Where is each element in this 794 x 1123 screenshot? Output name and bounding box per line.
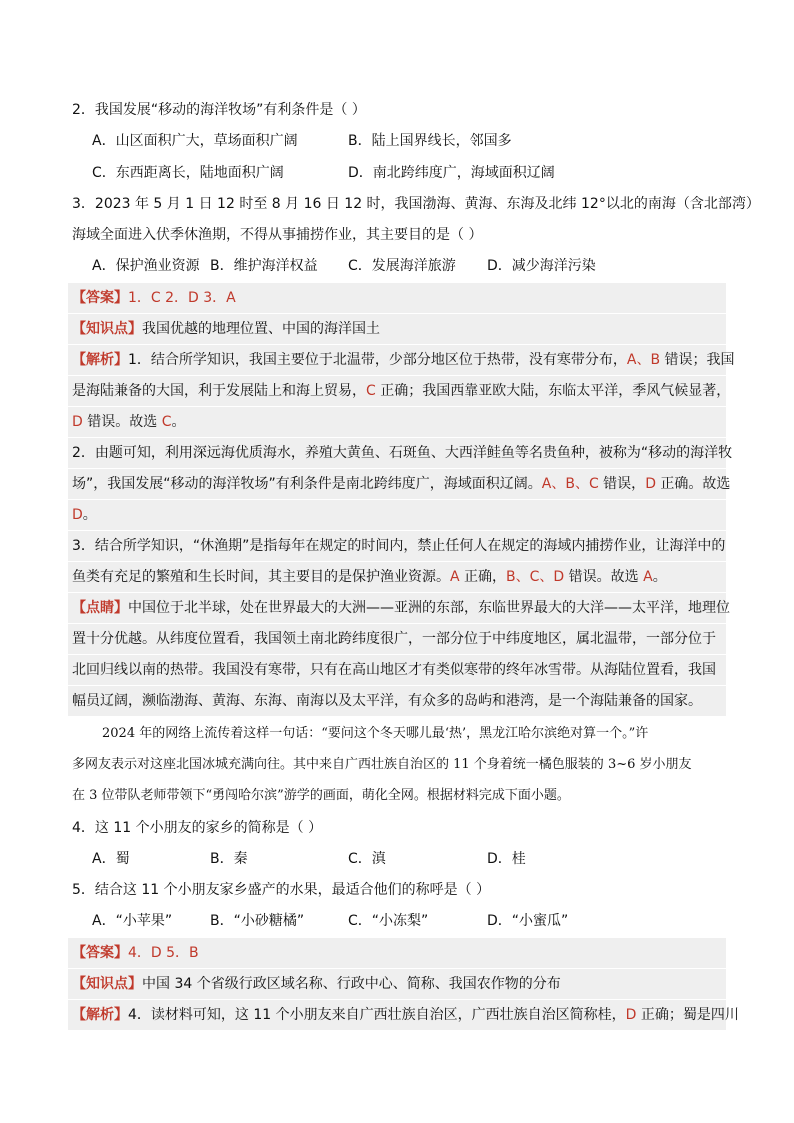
q2-option-d: D．南北跨纬度广，海域面积辽阔 — [348, 165, 555, 181]
analysis-1-line3: D 错误。故选 C。 — [72, 414, 186, 430]
q4-option-a: A．蜀 — [92, 851, 130, 867]
knowledge-row-1 — [72, 314, 380, 344]
knowledge-tag: 【知识点】 — [72, 321, 142, 337]
q2-stem: 2．我国发展“移动的海洋牧场”有利条件是（ ） — [72, 102, 366, 118]
analysis-3-line1: 3．结合所学知识，“休渔期”是指每年在规定的时间内，禁止任何人在规定的海域内捕捞作业，让海洋中的 — [72, 538, 726, 554]
q4-stem: 4．这 11 个小朋友的家乡的简称是（ ） — [72, 820, 323, 836]
analysis-4-line1: 【解析】4．读材料可知，这 11 个小朋友来自广西壮族自治区，广西壮族自治区简称桂，D 正确；蜀是四川 — [72, 1007, 739, 1023]
material-line3: 在 3 位带队老师带领下“勇闯哈尔滨”游学的画面，萌化全网。根据材料完成下面小题。 — [72, 788, 570, 803]
q5-stem: 5．结合这 11 个小朋友家乡盛产的水果，最适合他们的称呼是（ ） — [72, 882, 491, 898]
q3-stem-line1: 3．2023 年 5 月 1 日 12 时至 8 月 16 日 12 时，我国渤海、黄海、东海及北纬 12°以北的南海（含北部湾） — [72, 196, 760, 212]
answer-row-1 — [72, 283, 236, 313]
q5-option-a: A．“小苹果” — [92, 913, 173, 929]
answer-tag: 【答案】 — [72, 290, 128, 306]
q3-option-d: D．减少海洋污染 — [487, 258, 596, 274]
answer-tag: 【答案】 — [72, 945, 128, 961]
q3-option-a: A．保护渔业资源 — [92, 258, 200, 274]
tip-tag: 【点睛】 — [72, 600, 128, 616]
answer-row-2 — [72, 938, 199, 968]
analysis-1-line1: 【解析】1．结合所学知识，我国主要位于北温带，少部分地区位于热带，没有寒带分布，A、B 错误；我国 — [72, 352, 735, 368]
q4-option-b: B．秦 — [210, 851, 248, 867]
analysis-1-line2: 是海陆兼备的大国，利于发展陆上和海上贸易，C 正确；我国西靠亚欧大陆，东临太平洋，季风气候显著， — [72, 383, 731, 399]
analysis-3-line2: 鱼类有充足的繁殖和生长时间，其主要目的是保护渔业资源。A 正确，B、C、D 错误。故选 A。 — [72, 569, 667, 585]
q4-option-c: C．滇 — [348, 851, 386, 867]
tip-line3: 北回归线以南的热带。我国没有寒带，只有在高山地区才有类似寒带的终年冰雪带。从海陆位置看，我国 — [72, 662, 716, 678]
tip-line2: 置十分优越。从纬度位置看，我国领土南北跨纬度很广，一部分位于中纬度地区，属北温带，一部分位于 — [72, 631, 716, 647]
q3-stem-line2: 海域全面进入伏季休渔期，不得从事捕捞作业，其主要目的是（ ） — [72, 227, 483, 243]
tip-line1: 【点睛】中国位于北半球，处在世界最大的大洲——亚洲的东部，东临世界最大的大洋——太平洋，地理位 — [72, 600, 730, 616]
q2-option-a: A．山区面积广大，草场面积广阔 — [92, 133, 298, 149]
knowledge-row-2 — [72, 969, 561, 999]
tip-line4: 幅员辽阔，濒临渤海、黄海、东海、南海以及太平洋，有众多的岛屿和港湾，是一个海陆兼备的国家。 — [72, 693, 702, 709]
q5-option-c: C．“小冻梨” — [348, 913, 429, 929]
analysis-2-line1: 2．由题可知，利用深远海优质海水，养殖大黄鱼、石斑鱼、大西洋鲑鱼等名贵鱼种，被称为“移动的海洋牧 — [72, 445, 733, 461]
q3-option-c: C．发展海洋旅游 — [348, 258, 456, 274]
analysis-2-line3: D。 — [72, 507, 97, 523]
analysis-2-line2: 场”，我国发展“移动的海洋牧场”有利条件是南北跨纬度广，海域面积辽阔。A、B、C 错误，D 正确。故选 — [72, 476, 731, 492]
answer-text: 1．C 2．D 3．A — [128, 290, 236, 306]
analysis-tag: 【解析】 — [72, 352, 128, 368]
material-line1: 2024 年的网络上流传着这样一句话：“要问这个冬天哪儿最‘热’，黑龙江哈尔滨绝对算一个。”许 — [102, 726, 649, 741]
q3-option-b: B．维护海洋权益 — [210, 258, 318, 274]
q5-option-d: D．“小蜜瓜” — [487, 913, 569, 929]
analysis-row-bg — [68, 500, 726, 530]
q5-option-b: B．“小砂糖橘” — [210, 913, 305, 929]
material-line2: 多网友表示对这座北国冰城充满向往。其中来自广西壮族自治区的 11 个身着统一橘色服装的 3~6 岁小朋友 — [72, 757, 692, 772]
knowledge-text: 我国优越的地理位置、中国的海洋国土 — [142, 321, 380, 337]
q2-option-c: C．东西距离长，陆地面积广阔 — [92, 165, 284, 181]
answer-text: 4．D 5．B — [128, 945, 199, 961]
q4-option-d: D．桂 — [487, 851, 526, 867]
knowledge-tag: 【知识点】 — [72, 976, 142, 992]
q2-option-b: B．陆上国界线长，邻国多 — [348, 133, 512, 149]
knowledge-text: 中国 34 个省级行政区域名称、行政中心、简称、我国农作物的分布 — [142, 976, 561, 992]
analysis-tag: 【解析】 — [72, 1007, 128, 1023]
